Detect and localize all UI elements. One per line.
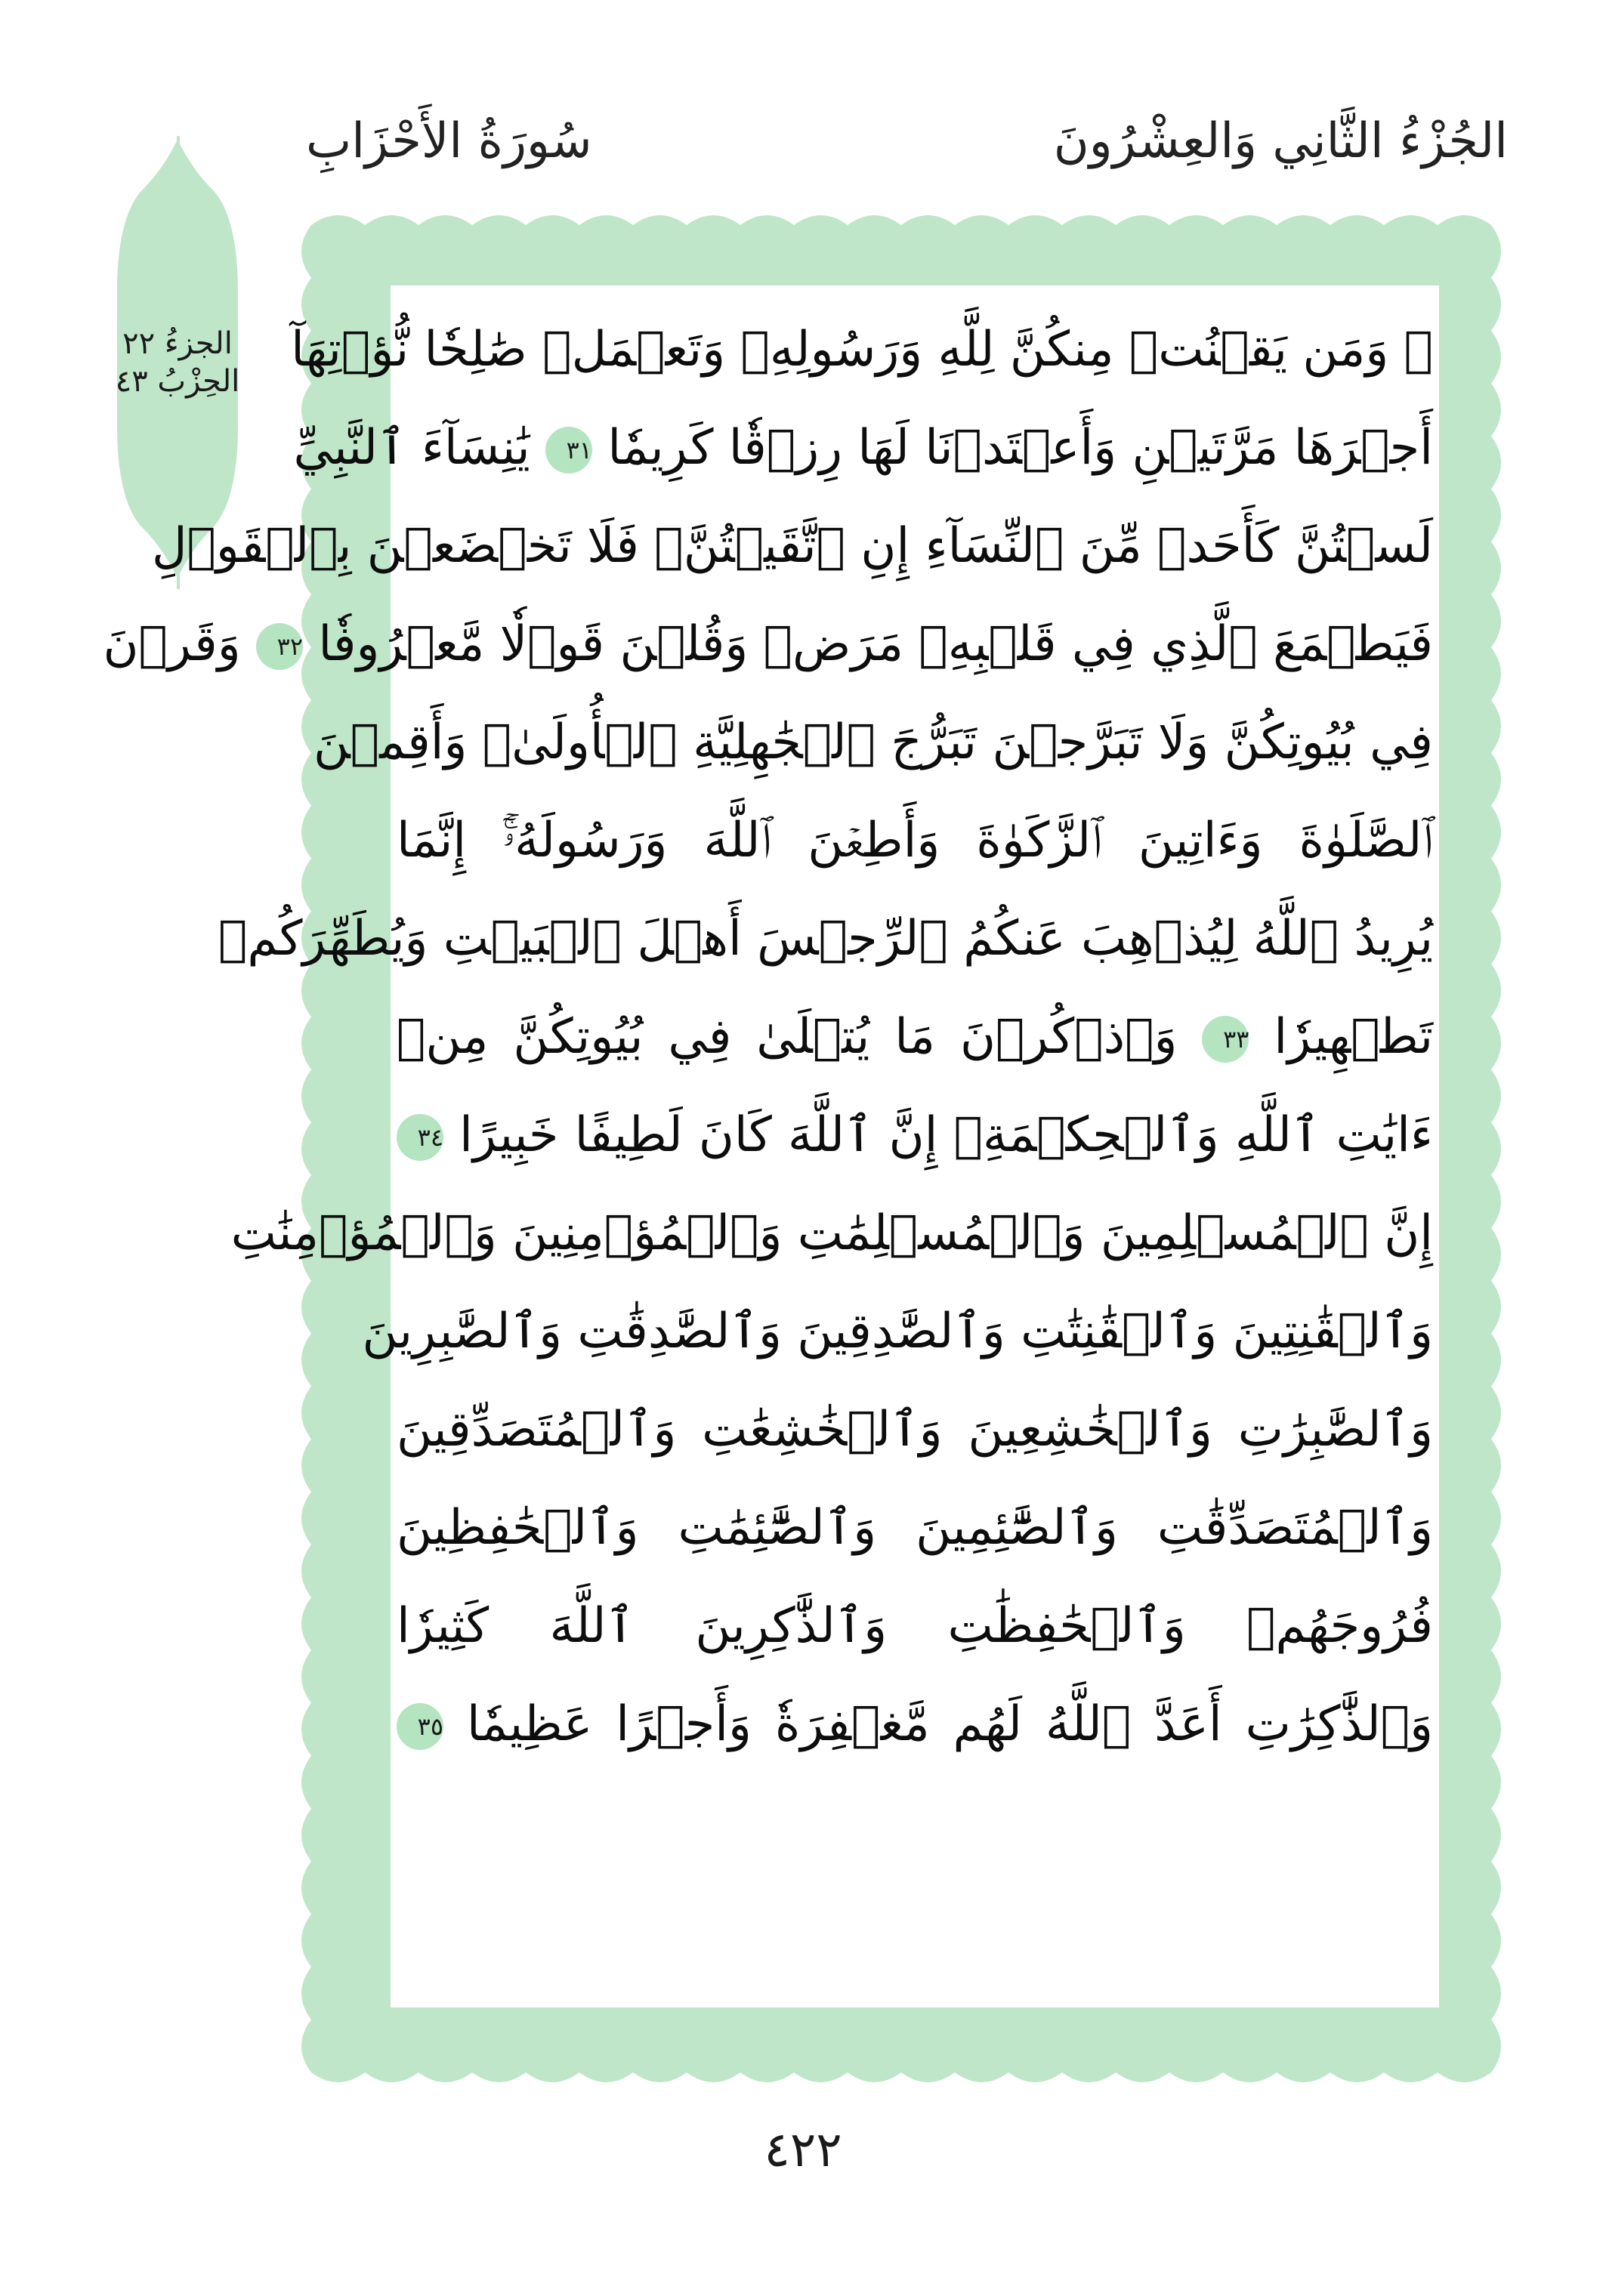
verse-line: ٱلصَّلَوٰةَ وَءَاتِينَ ٱلزَّكَوٰةَ وَأَطِعۡنَ ٱللَّهَ وَرَسُولَهُۥٓۚ إِنَّمَا: [397, 813, 1433, 869]
verse-line: تَطۡهِيرٗا ٣٣ وَٱذۡكُرۡنَ مَا يُتۡلَىٰ فِي بُيُوتِكُنَّ مِنۡ: [397, 1009, 1434, 1065]
ayah-marker: ٣٢: [256, 623, 303, 670]
ayah-marker: ٣١: [545, 427, 592, 474]
verse-line: ۞ وَمَن يَقۡنُتۡ مِنكُنَّ لِلَّهِ وَرَسُولِهِۦ وَتَعۡمَلۡ صَٰلِحٗا نُّؤۡتِهَآ: [291, 322, 1433, 378]
verse-line: فِي بُيُوتِكُنَّ وَلَا تَبَرَّجۡنَ تَبَرُّجَ ٱلۡجَٰهِلِيَّةِ ٱلۡأُولَىٰۖ وَأَقِمۡنَ: [313, 714, 1433, 770]
verse-line: إِنَّ ٱلۡمُسۡلِمِينَ وَٱلۡمُسۡلِمَٰتِ وَٱلۡمُؤۡمِنِينَ وَٱلۡمُؤۡمِنَٰتِ: [230, 1205, 1433, 1261]
side-hizb-label: الحِزْبُ ٤٣: [115, 364, 240, 399]
verse-line: وَٱلصَّٰبِرَٰتِ وَٱلۡخَٰشِعِينَ وَٱلۡخَٰشِعَٰتِ وَٱلۡمُتَصَدِّقِينَ: [397, 1402, 1433, 1458]
verse-line: يُرِيدُ ٱللَّهُ لِيُذۡهِبَ عَنكُمُ ٱلرِّجۡسَ أَهۡلَ ٱلۡبَيۡتِ وَيُطَهِّرَكُمۡ: [218, 911, 1433, 967]
verse-line: لَسۡتُنَّ كَأَحَدٖ مِّنَ ٱلنِّسَآءِ إِنِ ٱتَّقَيۡتُنَّۚ فَلَا تَخۡضَعۡنَ بِٱلۡقَوۡلِ: [151, 518, 1433, 574]
juz-title: الجُزْءُ الثَّانِي وَالعِشْرُونَ: [1053, 113, 1508, 169]
verse-line: ءَايَٰتِ ٱللَّهِ وَٱلۡحِكۡمَةِۚ إِنَّ ٱللَّهَ كَانَ لَطِيفًا خَبِيرًا ٣٤: [391, 1086, 1439, 1184]
surah-title: سُورَةُ الأَحْزَابِ: [306, 113, 592, 169]
verse-line: وَٱلۡقَٰنِتِينَ وَٱلۡقَٰنِتَٰتِ وَٱلصَّٰدِقِينَ وَٱلصَّٰدِقَٰتِ وَٱلصَّٰبِرِينَ: [362, 1304, 1433, 1359]
verse-line: فُرُوجَهُمۡ وَٱلۡحَٰفِظَٰتِ وَٱلذَّٰكِرِينَ ٱللَّهَ كَثِيرٗا: [397, 1598, 1433, 1654]
ayah-marker: ٣٤: [397, 1114, 443, 1161]
side-juz-label: الجزءُ ٢٢: [122, 326, 233, 361]
page-number: ٤٢٢: [764, 2122, 842, 2178]
ayah-marker: ٣٣: [1202, 1016, 1249, 1063]
verse-line: وَٱلذَّٰكِرَٰتِ أَعَدَّ ٱللَّهُ لَهُم مَّغۡفِرَةٗ وَأَجۡرًا عَظِيمٗا ٣٥: [391, 1675, 1439, 1773]
ayah-marker: ٣٥: [397, 1703, 443, 1750]
verse-line: وَٱلۡمُتَصَدِّقَٰتِ وَٱلصَّٰٓئِمِينَ وَٱلصَّٰٓئِمَٰتِ وَٱلۡحَٰفِظِينَ: [397, 1500, 1433, 1556]
verse-line: فَيَطۡمَعَ ٱلَّذِي فِي قَلۡبِهِۦ مَرَضٞ وَقُلۡنَ قَوۡلٗا مَّعۡرُوفٗا ٣٢ وَقَرۡنَ: [103, 616, 1433, 672]
verse-line: أَجۡرَهَا مَرَّتَيۡنِ وَأَعۡتَدۡنَا لَهَا رِزۡقٗا كَرِيمٗا ٣١ يَٰنِسَآءَ ٱلنَّبِيِّ: [293, 420, 1433, 476]
